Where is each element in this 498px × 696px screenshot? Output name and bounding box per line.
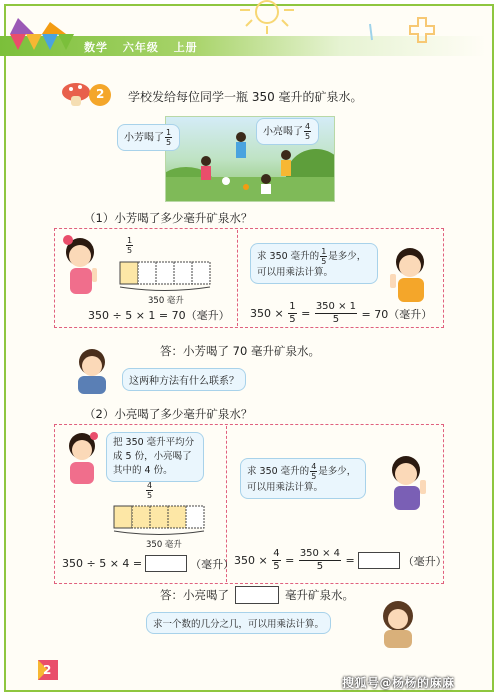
bubble-text-line2: 可以用乘法计算。 — [247, 482, 324, 493]
part2-girl-bubble — [106, 432, 204, 482]
part1-answer: 答：小芳喝了 70 毫升矿泉水。 — [160, 344, 320, 358]
bubble-text-prefix: 求 350 毫升的 — [257, 251, 320, 262]
bar-segment — [120, 262, 138, 284]
header-subject: 数学 — [84, 41, 108, 54]
eq-multiplier: 350 × — [250, 307, 284, 320]
eq-left-unit: （毫升） — [190, 557, 235, 571]
bubble-line-1: 把 350 毫升平均分 — [113, 437, 195, 448]
part2-bar-fraction — [145, 481, 154, 500]
part2-bar-label: 350 毫升 — [146, 540, 182, 550]
part2-left-answer-input[interactable] — [145, 555, 187, 572]
answer-prefix: 答：小亮喝了 — [160, 588, 229, 602]
part1-divider — [237, 230, 238, 326]
part2-equation-right — [234, 548, 447, 573]
page-number: 2 — [43, 663, 52, 677]
fraction-numerator: 350 × 4 — [299, 548, 340, 559]
bar-segment — [186, 506, 204, 528]
fraction-denominator: 5 — [332, 314, 340, 325]
part2-answer — [160, 586, 354, 604]
boy-avatar-2-icon — [380, 452, 432, 512]
eq-equals: = — [301, 307, 311, 320]
part2-question: （2）小亮喝了多少毫升矿泉水？ — [84, 407, 253, 421]
sun-decoration-icon — [232, 0, 302, 40]
eq-right-unit: （毫升） — [402, 554, 447, 568]
part1-bar-label: 350 毫升 — [148, 296, 184, 306]
xiaofang-bubble-text: 小芳喝了 — [124, 132, 164, 144]
fraction-denominator: 5 — [305, 132, 311, 141]
bubble-text-suffix: 是多少， — [318, 466, 357, 477]
bar-segment — [132, 506, 150, 528]
teacher-bubble-2: 求一个数的几分之几，可以用乘法计算。 — [146, 612, 331, 634]
bubble-text-prefix: 求 350 毫升的 — [247, 466, 310, 477]
fraction-denominator: 5 — [289, 314, 296, 325]
tangram-logo-icon — [8, 16, 78, 56]
fraction-numerator: 350 × 1 — [315, 301, 356, 312]
watermark: 搜狐号@杨杨的麻麻 — [342, 676, 455, 690]
fraction-numerator: 1 — [289, 301, 296, 312]
bar-segment — [192, 262, 210, 284]
bar-segment — [138, 262, 156, 284]
xiaoliang-bubble — [256, 118, 319, 145]
part1-bar-diagram — [118, 258, 218, 294]
fraction-numerator: 4 — [273, 548, 280, 559]
bar-segment — [156, 262, 174, 284]
part1-equation-right — [250, 301, 432, 326]
fraction-numerator: 4 — [311, 462, 317, 471]
part1-bar-fraction — [125, 236, 134, 255]
fraction-numerator: 4 — [305, 122, 311, 131]
mushroom-number-icon — [60, 80, 114, 110]
question-number: 2 — [96, 87, 105, 101]
girl-avatar-icon — [58, 234, 108, 298]
boy-avatar-icon — [386, 244, 436, 304]
xiaoliang-bubble-text: 小亮喝了 — [263, 126, 303, 138]
xiaoliang-fraction — [304, 122, 311, 141]
bubble-text-line2: 可以用乘法计算。 — [257, 267, 334, 278]
fraction-numerator: 1 — [127, 236, 133, 245]
fraction-numerator: 1 — [321, 247, 327, 256]
part2-right-answer-input[interactable] — [358, 552, 400, 569]
header-volume: 上册 — [173, 41, 198, 54]
header-title — [84, 39, 208, 55]
xiaofang-fraction — [165, 128, 172, 147]
part1-boy-bubble — [250, 243, 378, 284]
bubble-line-3: 其中的 4 份。 — [113, 465, 173, 476]
girl-avatar-2-icon — [60, 430, 104, 486]
fraction-denominator: 5 — [127, 246, 133, 255]
question-text: 学校发给每位同学一瓶 350 毫升的矿泉水。 — [128, 90, 363, 104]
part1-question: （1）小芳喝了多少毫升矿泉水？ — [84, 211, 253, 225]
part2-answer-input[interactable] — [235, 586, 279, 604]
bar-segment — [150, 506, 168, 528]
fraction-denominator: 5 — [147, 491, 153, 500]
bar-brace — [114, 531, 204, 535]
eq-equals-2: = — [345, 554, 355, 567]
fraction-denominator: 5 — [273, 561, 280, 572]
part2-equation-left — [62, 555, 234, 572]
header-grade: 六年级 — [122, 41, 159, 54]
bar-segment — [174, 262, 192, 284]
eq-result: = 70（毫升） — [361, 307, 433, 321]
fraction-denominator: 5 — [166, 138, 172, 147]
part2-bar-diagram — [112, 502, 212, 538]
teacher-bubble-1: 这两种方法有什么联系？ — [122, 368, 246, 391]
part2-boy-bubble — [240, 458, 366, 499]
fraction-numerator: 4 — [147, 481, 153, 490]
eq-left-expression: 350 ÷ 5 × 4 = — [62, 557, 143, 570]
eq-multiplier: 350 × — [234, 554, 268, 567]
eq-equals: = — [285, 554, 295, 567]
fraction-denominator: 5 — [316, 561, 324, 572]
answer-suffix: 毫升矿泉水。 — [285, 588, 354, 602]
part1-equation-left: 350 ÷ 5 × 1 = 70（毫升） — [88, 309, 230, 322]
bubble-line-2: 成 5 份，小亮喝了 — [113, 451, 192, 462]
bar-brace — [120, 287, 210, 291]
teacher-avatar-icon — [68, 346, 118, 394]
fraction-numerator: 1 — [166, 128, 172, 137]
bar-segment — [114, 506, 132, 528]
bar-segment — [168, 506, 186, 528]
bubble-text-suffix: 是多少， — [328, 251, 367, 262]
fraction-denominator: 5 — [321, 257, 327, 266]
corner-decoration-icon — [350, 10, 460, 50]
xiaofang-bubble — [117, 124, 180, 151]
fraction-denominator: 5 — [311, 472, 317, 481]
teacher-avatar-2-icon — [372, 598, 422, 648]
